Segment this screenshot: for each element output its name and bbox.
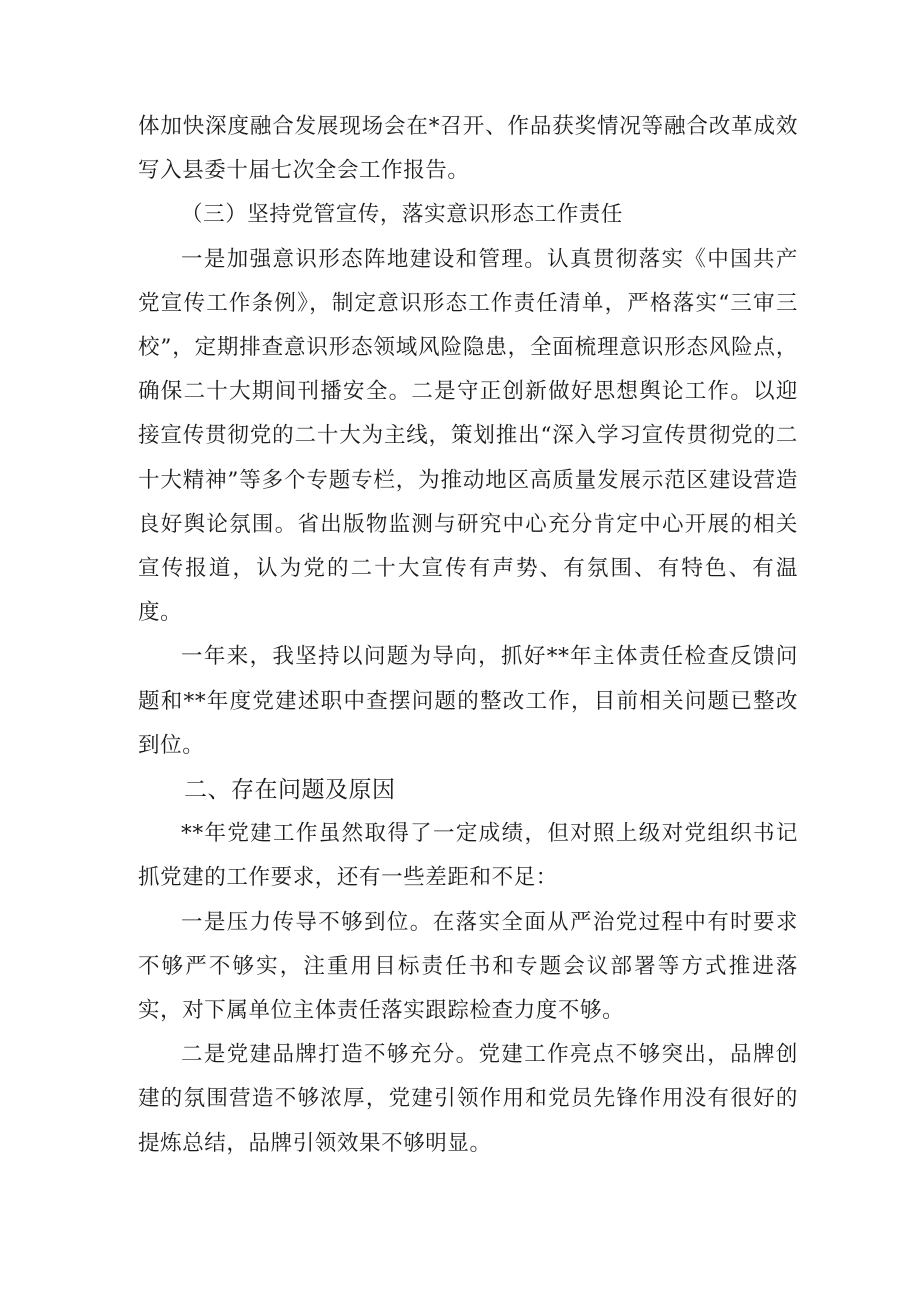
paragraph-continuation: 体加快深度融合发展现场会在*召开、作品获奖情况等融合改革成效写入县委十届七次全会工作报告。 <box>138 114 798 184</box>
paragraph-problems-intro: **年党建工作虽然取得了一定成绩，但对照上级对党组织书记抓党建的工作要求，还有一些差距和不足： <box>138 821 798 891</box>
document-body <box>138 105 798 1166</box>
paragraph-problem-one: 一是压力传导不够到位。在落实全面从严治党过程中有时要求不够严不够实，注重用目标责任书和专题会议部署等方式推进落实，对下属单位主体责任落实跟踪检查力度不够。 <box>138 909 798 1024</box>
paragraph-rectification: 一年来，我坚持以问题为导向，抓好**年主体责任检查反馈问题和**年度党建述职中查摆问题的整改工作，目前相关问题已整改到位。 <box>138 644 798 758</box>
section-heading-problems: 二、存在问题及原因 <box>184 777 396 804</box>
paragraph-ideology-work: 一是加强意识形态阵地建设和管理。认真贯彻落实《中国共产党宣传工作条例》，制定意识形态工作责任清单，严格落实“三审三校”，定期排查意识形态领域风险隐患，全面梳理意识形态风险点，确保二十大期间刊播安全。二是守正创新做好思想舆论工作。以迎接宣传贯彻党的二十大为主线，策划推出“深入学习宣传贯彻党的二十大精神”等多个专题专栏，为推动地区高质量发展示范区建设营造良好舆论氛围。省出版物监测与研究中心充分肯定中心开展的相关宣传报道，认为党的二十大宣传有声势、有氛围、有特色、有温度。 <box>138 246 798 626</box>
paragraph-problem-two: 二是党建品牌打造不够充分。党建工作亮点不够突出，品牌创建的氛围营造不够浓厚，党建引领作用和党员先锋作用没有很好的提炼总结，品牌引领效果不够明显。 <box>138 1042 798 1156</box>
subheading-three: （三）坚持党管宣传，落实意识形态工作责任 <box>181 202 624 228</box>
